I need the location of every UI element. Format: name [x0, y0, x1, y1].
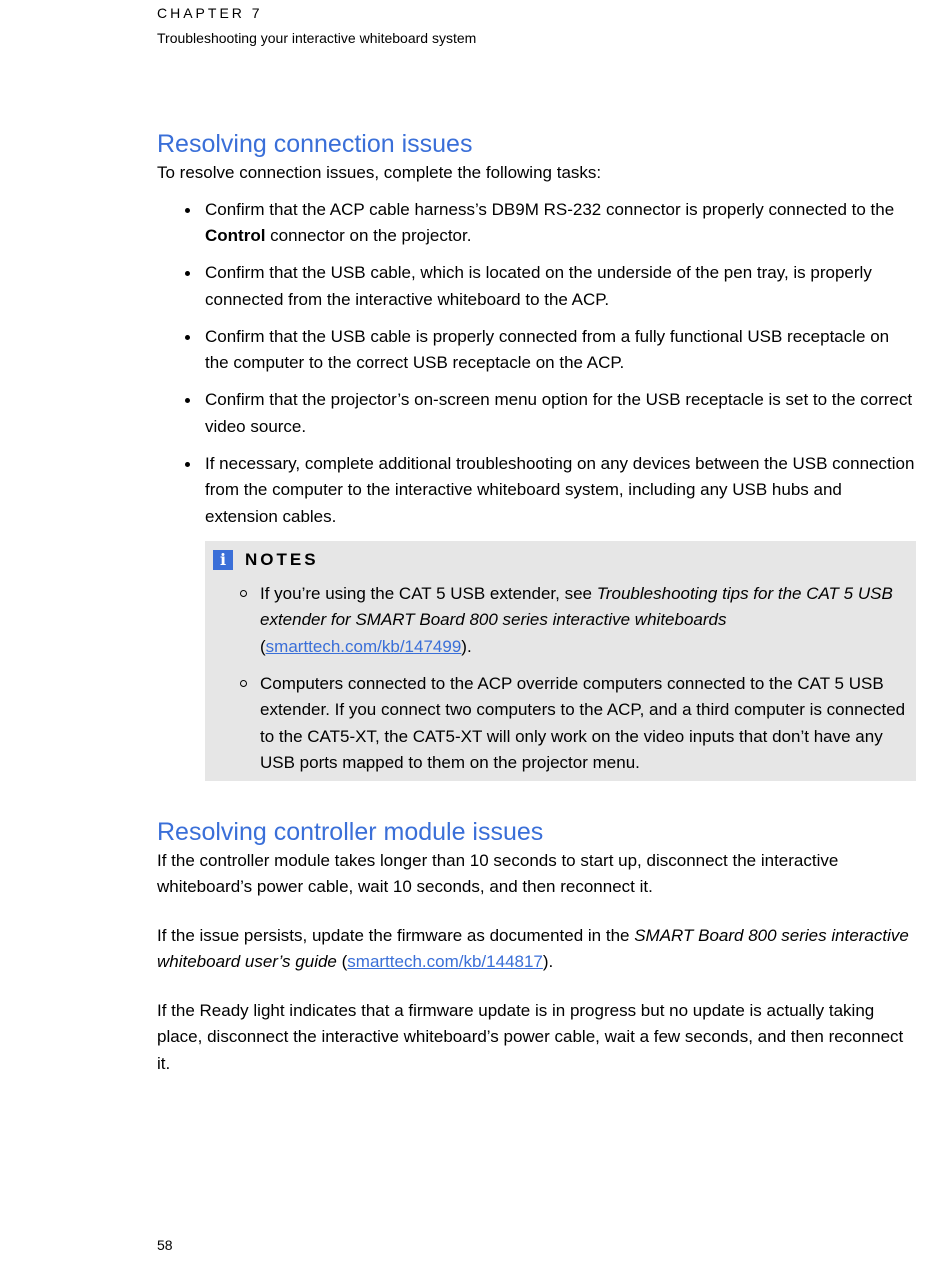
paragraph-text: ( [336, 952, 348, 971]
task-text: connector on the projector. [265, 226, 472, 245]
task-item: Confirm that the USB cable is properly connected from a fully functional USB receptacle on the computer to the correct USB receptacle on the ACP. [205, 324, 917, 377]
controller-section [157, 816, 917, 1078]
note-text: If you’re using the CAT 5 USB extender, see [260, 583, 597, 603]
page-number: 58 [157, 1237, 173, 1253]
section-heading-controller-module: Resolving controller module issues [157, 817, 544, 846]
kb-link-144817[interactable]: smarttech.com/kb/144817 [347, 952, 543, 971]
chapter-subtitle: Troubleshooting your interactive whiteboard system [157, 30, 477, 46]
info-icon: i [213, 550, 233, 570]
task-item: Confirm that the USB cable, which is located on the underside of the pen tray, is properly connected from the interactive whiteboard to the ACP. [205, 260, 917, 313]
cat5-doc-title: Troubleshooting tips for the CAT 5 USB extender for SMART Board 800 series interactive whiteboards [260, 583, 893, 629]
task-item: If necessary, complete additional troubleshooting on any devices between the USB connection from the computer to the interactive whiteboard system, including any USB hubs and extension cables. [205, 451, 917, 531]
task-item [205, 197, 917, 250]
page-content [157, 128, 917, 1077]
kb-link-147499[interactable]: smarttech.com/kb/147499 [265, 636, 462, 656]
task-item: Confirm that the projector’s on-screen menu option for the USB receptacle is set to the correct video source. [205, 387, 917, 440]
control-connector-label: Control [205, 226, 266, 245]
chapter-label: CHAPTER 7 [157, 5, 263, 21]
section-heading-connection-issues: Resolving connection issues [157, 130, 473, 158]
notes-list [213, 581, 908, 777]
note-item [260, 581, 908, 661]
note-item: Computers connected to the ACP override computers connected to the CAT 5 USB extender. If you connect two computers to the ACP, and a third computer is connected to the CAT5-XT, the CAT5-XT will only work on the video inputs that don’t have any USB ports mapped to them on the projector menu. [260, 671, 908, 777]
paragraph-text: ). [542, 952, 554, 971]
paragraph: If the Ready light indicates that a firmware update is in progress but no update is actually taking place, disconnect the interactive whiteboard’s power cable, wait a few seconds, and then reconnect it. [157, 1000, 904, 1073]
paragraph: If the controller module takes longer than 10 seconds to start up, disconnect the interactive whiteboard’s power cable, wait 10 seconds, and then reconnect it. [157, 850, 839, 896]
notes-title: NOTES [245, 549, 319, 569]
note-text: ). [461, 636, 472, 656]
task-text: Confirm that the ACP cable harness’s DB9M RS-232 connector is properly connected to the [205, 199, 895, 219]
paragraph [157, 923, 917, 976]
user-guide-title: SMART Board 800 series interactive whiteboard user’s guide [157, 925, 909, 971]
section-intro: To resolve connection issues, complete the following tasks: [157, 163, 602, 182]
paragraph-text: If the issue persists, update the firmware as documented in the [157, 925, 635, 945]
note-text: ( [260, 636, 266, 656]
notes-header [213, 547, 908, 573]
notes-box [205, 541, 916, 781]
task-list [157, 197, 917, 531]
